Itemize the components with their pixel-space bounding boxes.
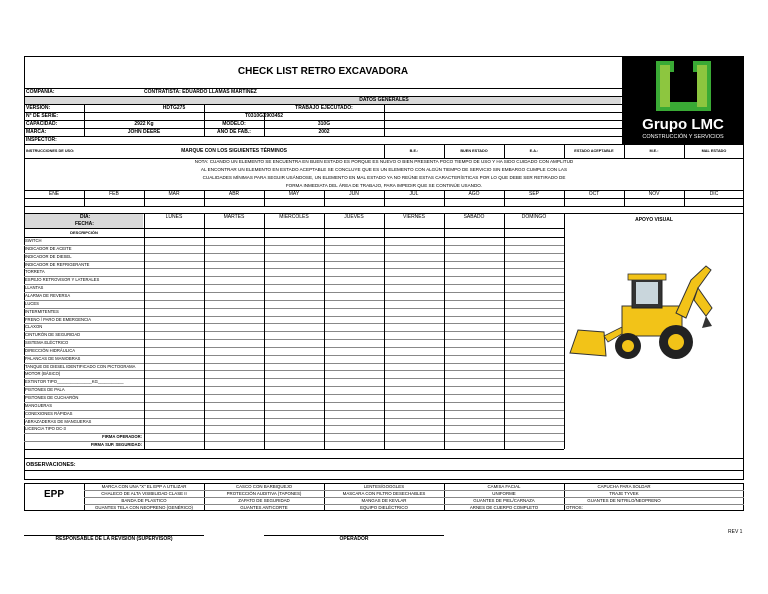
checklist-item: PISTONES DE CUCHARÓN	[25, 395, 79, 400]
description-label: DESCRIPCIÓN	[70, 230, 98, 235]
ea-text: ESTADO ACEPTABLE	[574, 149, 614, 153]
serial-value: T0310GX903452	[244, 113, 284, 119]
month-jun: JUN	[349, 191, 359, 197]
capacity-value: 2922 Kg	[134, 121, 154, 127]
month-mar: MAR	[168, 191, 180, 197]
epp-item: ARNES DE CUERPO COMPLETO	[469, 505, 539, 510]
me-code: M.E.:	[649, 149, 659, 153]
epp-item: EQUIPO DIELÉCTRICO	[360, 505, 408, 510]
day-1: MARTES	[223, 214, 245, 220]
checklist-item: CINTURÓN DE SEGURIDAD	[25, 332, 81, 338]
date-label: FECHA:	[75, 221, 94, 227]
serial-label: N° DE SERIE:	[26, 113, 59, 119]
day-6: DOMINGO	[521, 214, 547, 220]
general-data: DATOS GENERALES	[359, 97, 409, 103]
company-label: COMPAÑÍA:	[26, 89, 55, 95]
epp-item: GUANTES TELA CON NEOPRENO (GENÉRICO)	[95, 505, 193, 510]
observations-label: OBSERVACIONES:	[26, 462, 76, 468]
brand-label: MARCA:	[26, 129, 47, 135]
epp-item: OTROS:	[566, 505, 583, 510]
visual-support-label: APOYO VISUAL	[635, 217, 673, 223]
note-line-2: AL ENCONTRAR UN ELEMENTO EN ESTADO ACEPTABLE SE CONCLUYE QUE ES UN ELEMENTO CON ALGÚN TIEMPO DE SERVICIO SIN EMBARGO CUMPLE CON LAS	[200, 167, 568, 172]
checklist-item: LUCES	[25, 300, 39, 306]
instructions-mark: MARQUE CON LOS SIGUIENTES TÉRMINOS	[181, 148, 287, 154]
checklist-item: INDICADOR DE ACEITE	[25, 245, 72, 251]
epp-item: GUANTES DE PIEL/CARNAZA	[473, 498, 535, 503]
month-sep: SEP	[528, 191, 539, 197]
epp-item: MARCA CON UNA "X" EL EPP A UTILIZAR	[101, 484, 187, 489]
inspector-label: INSPECTOR:	[26, 137, 57, 143]
month-nov: NOV	[648, 191, 660, 197]
day-2: MIÉRCOLES	[279, 214, 309, 220]
year-value: 2002	[318, 129, 330, 135]
version-value: HDTG275	[162, 105, 186, 111]
safety-signature-row: FIRMA SUP. SEGURIDAD:	[90, 442, 142, 448]
backhoe-illustration	[566, 258, 716, 368]
model-value: 310G	[317, 121, 331, 127]
checklist-item: LICENCIA TIPO DC-3	[25, 426, 66, 432]
checklist-item: CONEXIONES RÁPIDAS	[25, 410, 73, 416]
checklist-item: ALARMA DE REVERSA	[25, 292, 71, 298]
epp-item: UNIFORME	[492, 491, 516, 496]
checklist-item: LLANTAS	[25, 285, 44, 291]
brand-value: JOHN DEERE	[127, 129, 161, 135]
epp-item: ZAPATO DE SEGURIDAD	[238, 498, 290, 503]
month-feb: FEB	[109, 191, 119, 197]
contractor: CONTRATISTA: EDUARDO LLAMAS MARTÍNEZ	[144, 89, 257, 95]
checklist-item: SISTEMA ELÉCTRICO	[25, 340, 69, 346]
checklist-item: EXTINTOR TIPO_______________KG___________	[25, 379, 124, 385]
epp-item: CAMISA FACIAL	[487, 484, 521, 489]
logo-tagline: CONSTRUCCIÓN Y SERVICIOS	[642, 134, 724, 140]
supervisor-signature-label: RESPONSABLE DE LA REVISIÓN (SUPERVISOR)	[55, 536, 173, 542]
day-0: LUNES	[165, 214, 183, 220]
epp-item: CASCO CON BARBIQUEJO	[235, 484, 293, 489]
be-text: BUEN ESTADO	[460, 149, 488, 153]
operator-signature-label: OPERADOR	[339, 536, 369, 542]
logo-name: Grupo LMC	[642, 116, 724, 133]
epp-item: LENTES/GOGGLES	[363, 484, 405, 489]
note-line-1: NOTA: CUANDO UN ELEMENTO SE ENCUENTRA EN BUEN ESTADO ES PORQUE ES NUEVO O BIEN PRESENTA POCO TIEMPO DE USO Y HA SIDO CUIDADO CON AMPLITUD	[194, 159, 574, 164]
epp-item: PROTECCIÓN AUDITIVA (TAPONES)	[226, 491, 302, 496]
instructions-label: INSTRUCCIONES DE USO:	[26, 149, 75, 153]
note-line-4: FORMA INMEDIATA DEL ÁREA DE TRABAJO, PARA IMPEDIR QUE SE CONTINÚE USANDO.	[285, 183, 483, 188]
version-label: VERSIÓN:	[26, 105, 51, 111]
epp-label: EPP	[43, 489, 64, 500]
capacity-label: CAPACIDAD:	[26, 121, 58, 127]
epp-item: CHALECO DE ALTA VISIBILIDAD CLASE II	[101, 491, 187, 496]
month-ene: ENE	[48, 191, 60, 197]
work-label: TRABAJO EJECUTADO:	[295, 105, 353, 111]
epp-item: MASCARA CON FILTRO DESECHABLES	[342, 491, 426, 496]
checklist-item: CLAXON	[25, 324, 43, 330]
revision: REV 1	[728, 529, 743, 535]
checklist-item: PALANCAS DE MANIOBRAS	[25, 355, 81, 361]
checklist-item: SWITCH	[25, 238, 42, 243]
day-5: SÁBADO	[463, 214, 485, 220]
epp-item: GUANTES ANTICORTE	[240, 505, 288, 510]
checklist-item: DIRECCIÓN HIDRÁULICA	[25, 347, 76, 353]
year-label: AÑO DE FAB.:	[217, 129, 251, 135]
checklist-item: FRENO / PARO DE EMERGENCIA	[25, 316, 91, 322]
note-line-3: CUALIDADES MÍNIMAS PARA SEGUIR USÁNDOSE, UN ELEMENTO EN MAL ESTADO YA NO REÚNE ESTAS CARACTERÍSTICAS POR LO QUE DEBE SER RETIRADO DE	[202, 175, 566, 180]
month-may: MAY	[288, 191, 300, 197]
epp-item: BANDA DE PLASTICO	[121, 498, 167, 503]
epp-item: GUANTES DE NITRILO/NEOPRENO	[587, 498, 661, 503]
checklist-item: INDICADOR DE REFRIGERANTE	[25, 261, 90, 267]
month-oct: OCT	[588, 191, 600, 197]
month-abr: ABR	[228, 191, 240, 197]
day-3: JUEVES	[344, 214, 364, 220]
be-code: B.E.:	[409, 149, 419, 153]
day-4: VIERNES	[403, 214, 425, 220]
checklist-item: TORRETA	[25, 269, 45, 275]
epp-item: MANGAS DE KEVLAR	[361, 498, 407, 503]
checklist-item: MOTOR (BÁSICO)	[25, 371, 61, 377]
checklist-item: MANGUERAS	[25, 402, 52, 408]
month-jul: JUL	[409, 191, 419, 197]
checklist-item: INDICADOR DE DIESEL	[25, 253, 72, 259]
page-title: CHECK LIST RETRO EXCAVADORA	[237, 66, 409, 77]
checklist-item: PISTONES DE PALA	[25, 387, 65, 393]
checklist-item: ESPEJO RETROVISOR Y LATERALES	[25, 277, 100, 283]
model-label: MODELO:	[222, 121, 246, 127]
checklist-item: INTERMITENTES	[25, 308, 59, 314]
checklist-item: ABRAZADERAS DE MANGUERAS	[25, 418, 92, 424]
operator-signature-row: FIRMA OPERADOR:	[102, 434, 142, 440]
me-text: MAL ESTADO	[701, 149, 727, 153]
month-dic: DIC	[709, 191, 719, 197]
epp-item: CAPUCHA PARA SOLDAR	[597, 484, 651, 489]
day-label: DÍA:	[80, 214, 91, 220]
checklist-item: TANQUE DE DIESEL IDENTIFICADO CON PICTOGRAMA	[25, 363, 136, 369]
epp-item: TRAJE TYVEK	[609, 491, 639, 496]
ea-code: E.A.:	[529, 149, 539, 153]
month-ago: AGO	[468, 191, 480, 197]
